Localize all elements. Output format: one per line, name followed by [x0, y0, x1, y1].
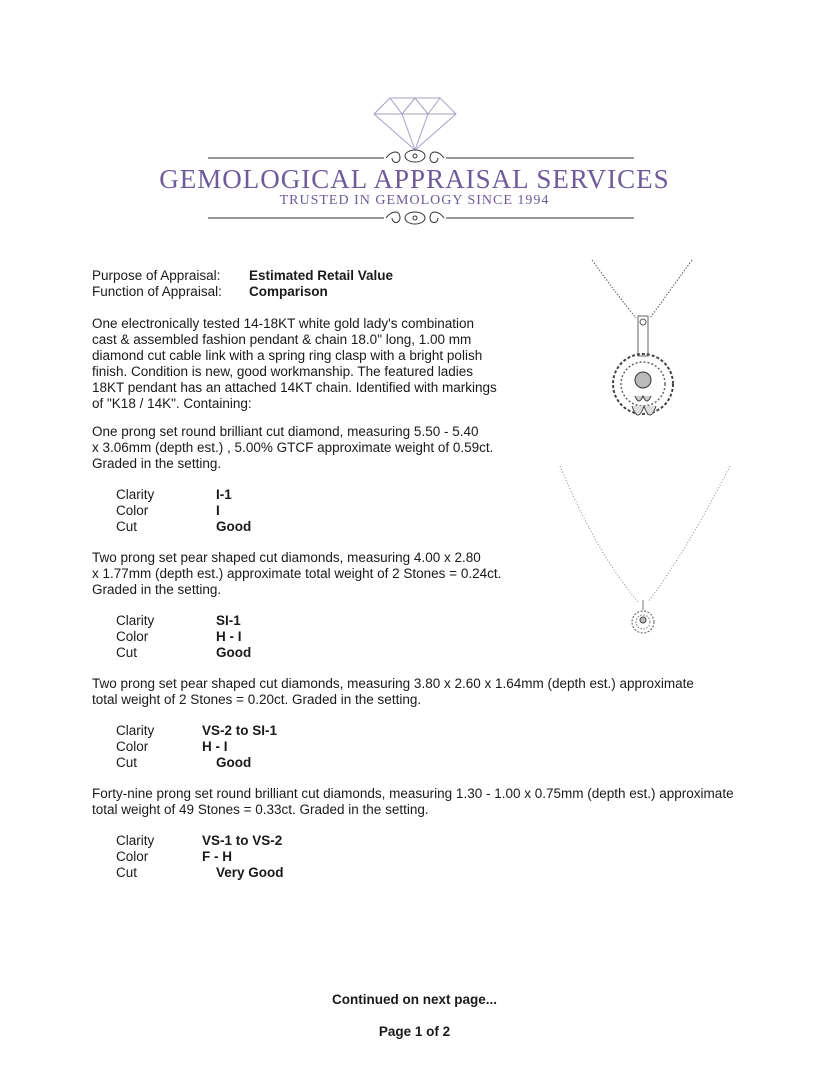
grade-value: Good — [216, 645, 252, 660]
grade-value: F - H — [202, 849, 232, 864]
function-value: Comparison — [249, 284, 328, 299]
description-line: finish. Condition is new, good workmanship. The featured ladies — [92, 364, 473, 379]
item-description — [92, 316, 532, 412]
description-line: 18KT pendant has an attached 14KT chain. Identified with markings — [92, 380, 497, 395]
stone-line: x 3.06mm (depth est.) , 5.00% GTCF approximate weight of 0.59ct. — [92, 440, 494, 455]
grade-value: I — [216, 503, 220, 518]
stone-line: Graded in the setting. — [92, 582, 222, 597]
page-number: Page 1 of 2 — [378, 1024, 451, 1039]
description-line: diamond cut cable link with a spring ring clasp with a bright polish — [92, 348, 483, 363]
stone-grades — [116, 613, 316, 661]
stone-line: Forty-nine prong set round brilliant cut diamonds, measuring 1.30 - 1.00 x 0.75mm (depth est.) approximate — [92, 786, 734, 801]
stone-line: total weight of 2 Stones = 0.20ct. Graded in the setting. — [92, 692, 422, 707]
continued-note: Continued on next page... — [332, 992, 497, 1007]
description-line: of "K18 / 14K". Containing: — [92, 396, 252, 411]
stone-grades — [116, 833, 336, 881]
grade-label: Color — [116, 503, 149, 518]
grade-value: Very Good — [216, 865, 284, 880]
grade-value: H - I — [202, 739, 228, 754]
grade-label: Clarity — [116, 723, 155, 738]
function-label: Function of Appraisal: — [92, 284, 222, 299]
description-line: cast & assembled fashion pendant & chain 18.0" long, 1.00 mm — [92, 332, 472, 347]
stone-description — [92, 676, 792, 708]
stone-line: Two prong set pear shaped cut diamonds, measuring 3.80 x 2.60 x 1.64mm (depth est.) approximate — [92, 676, 694, 691]
grade-label: Clarity — [116, 487, 155, 502]
grade-value: I-1 — [216, 487, 232, 502]
grade-value: SI-1 — [216, 613, 241, 628]
grade-label: Cut — [116, 519, 138, 534]
grade-label: Cut — [116, 755, 138, 770]
grade-label: Color — [116, 739, 149, 754]
stone-line: total weight of 49 Stones = 0.33ct. Graded in the setting. — [92, 802, 429, 817]
grade-label: Clarity — [116, 613, 155, 628]
stone-description — [92, 786, 812, 818]
stone-line: Graded in the setting. — [92, 456, 222, 471]
stone-grades — [116, 487, 316, 535]
grade-label: Cut — [116, 645, 138, 660]
description-line: One electronically tested 14-18KT white gold lady's combination — [92, 316, 475, 331]
grade-value: Good — [216, 755, 252, 770]
stone-description — [92, 550, 542, 598]
grade-label: Cut — [116, 865, 138, 880]
stone-grades — [116, 723, 316, 771]
grade-value: VS-1 to VS-2 — [202, 833, 283, 848]
stone-line: One prong set round brilliant cut diamond, measuring 5.50 - 5.40 — [92, 424, 479, 439]
grade-value: VS-2 to SI-1 — [202, 723, 278, 738]
grade-value: Good — [216, 519, 252, 534]
pendant-closeup-image — [580, 256, 720, 456]
grade-label: Clarity — [116, 833, 155, 848]
stone-line: x 1.77mm (depth est.) approximate total weight of 2 Stones = 0.24ct. — [92, 566, 502, 581]
purpose-label: Purpose of Appraisal: — [92, 268, 221, 283]
grade-label: Color — [116, 629, 149, 644]
purpose-value: Estimated Retail Value — [249, 268, 394, 283]
grade-label: Color — [116, 849, 149, 864]
stone-line: Two prong set pear shaped cut diamonds, measuring 4.00 x 2.80 — [92, 550, 481, 565]
stone-description — [92, 424, 532, 472]
company-tagline: TRUSTED IN GEMOLOGY SINCE 1994 — [279, 193, 550, 208]
letterhead — [0, 0, 829, 240]
pendant-full-chain-image — [556, 462, 736, 652]
company-name: GEMOLOGICAL APPRAISAL SERVICES — [159, 164, 670, 194]
grade-value: H - I — [216, 629, 242, 644]
